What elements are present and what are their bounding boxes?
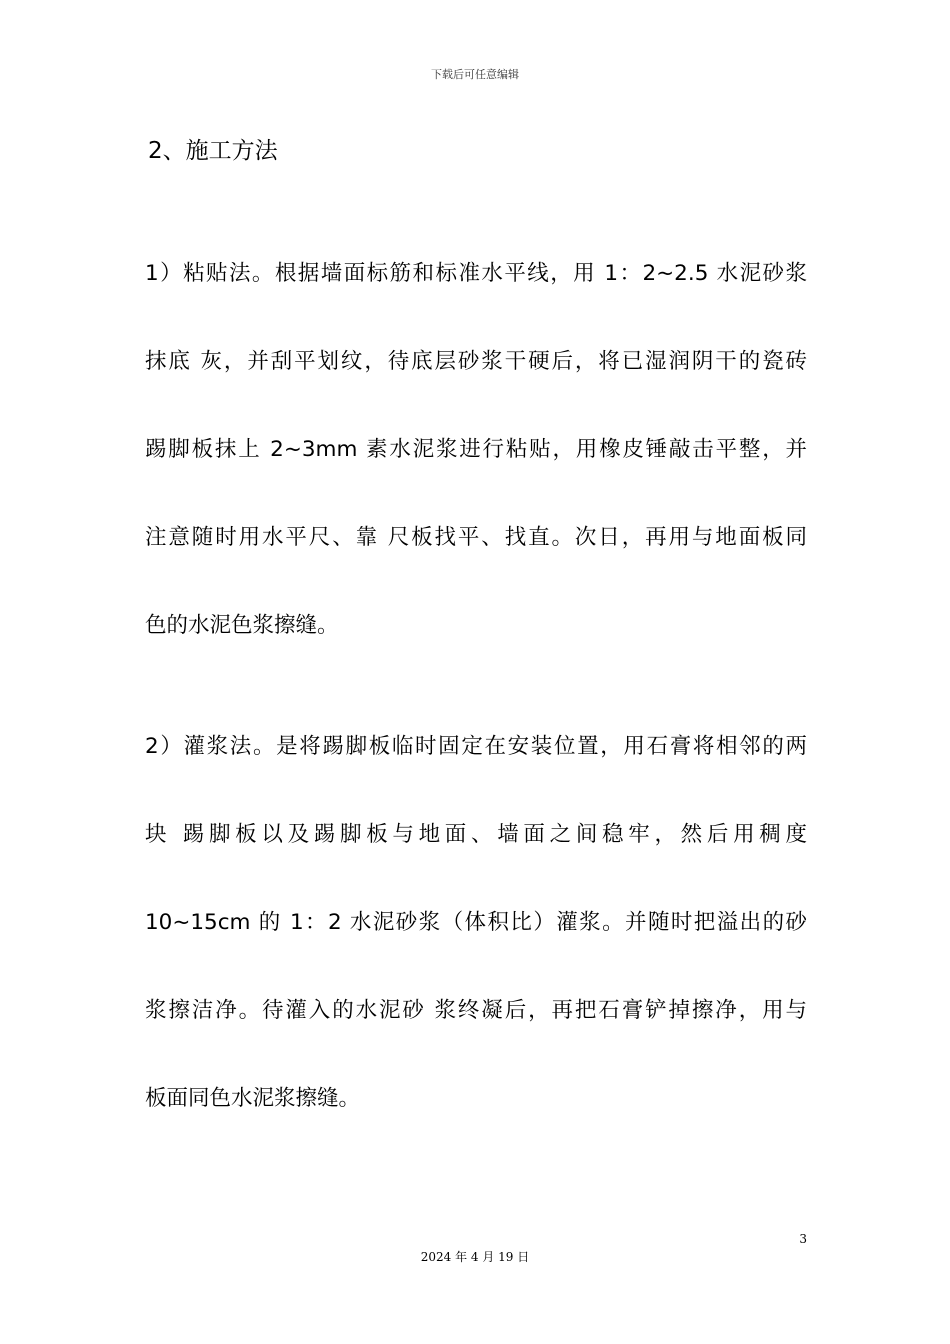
paragraph-line: 1）粘贴法。根据墙面标筋和标准水平线，用 1：2~2.5 水泥砂浆	[145, 261, 807, 286]
paragraph-line: 2）灌浆法。是将踢脚板临时固定在安装位置，用石膏将相邻的两	[145, 734, 807, 759]
page-number: 3	[799, 1232, 807, 1246]
paragraph-line: 板面同色水泥浆擦缝。	[145, 1086, 361, 1111]
paragraph-line: 色的水泥色浆擦缝。	[145, 613, 339, 638]
paragraph-pasting-method	[145, 230, 807, 670]
paragraph-grouting-method	[145, 703, 807, 1143]
page-header: 下载后可任意编辑	[431, 68, 519, 81]
paragraph-line: 注意随时用水平尺、靠 尺板找平、找直。次日，再用与地面板同	[145, 525, 807, 550]
paragraph-line: 10~15cm 的 1：2 水泥砂浆（体积比）灌浆。并随时把溢出的砂	[145, 910, 807, 935]
paragraph-line: 踢脚板抹上 2~3mm 素水泥浆进行粘贴，用橡皮锤敲击平整，并	[145, 437, 807, 462]
paragraph-line: 块 踢脚板以及踢脚板与地面、墙面之间稳牢，然后用稠度	[145, 822, 807, 847]
paragraph-line: 浆擦洁净。待灌入的水泥砂 浆终凝后，再把石膏铲掉擦净，用与	[145, 998, 807, 1023]
paragraph-line: 抹底 灰，并刮平划纹，待底层砂浆干硬后，将已湿润阴干的瓷砖	[145, 349, 807, 374]
section-title: 2、施工方法	[148, 138, 278, 164]
footer-date: 2024 年 4 月 19 日	[420, 1250, 530, 1264]
